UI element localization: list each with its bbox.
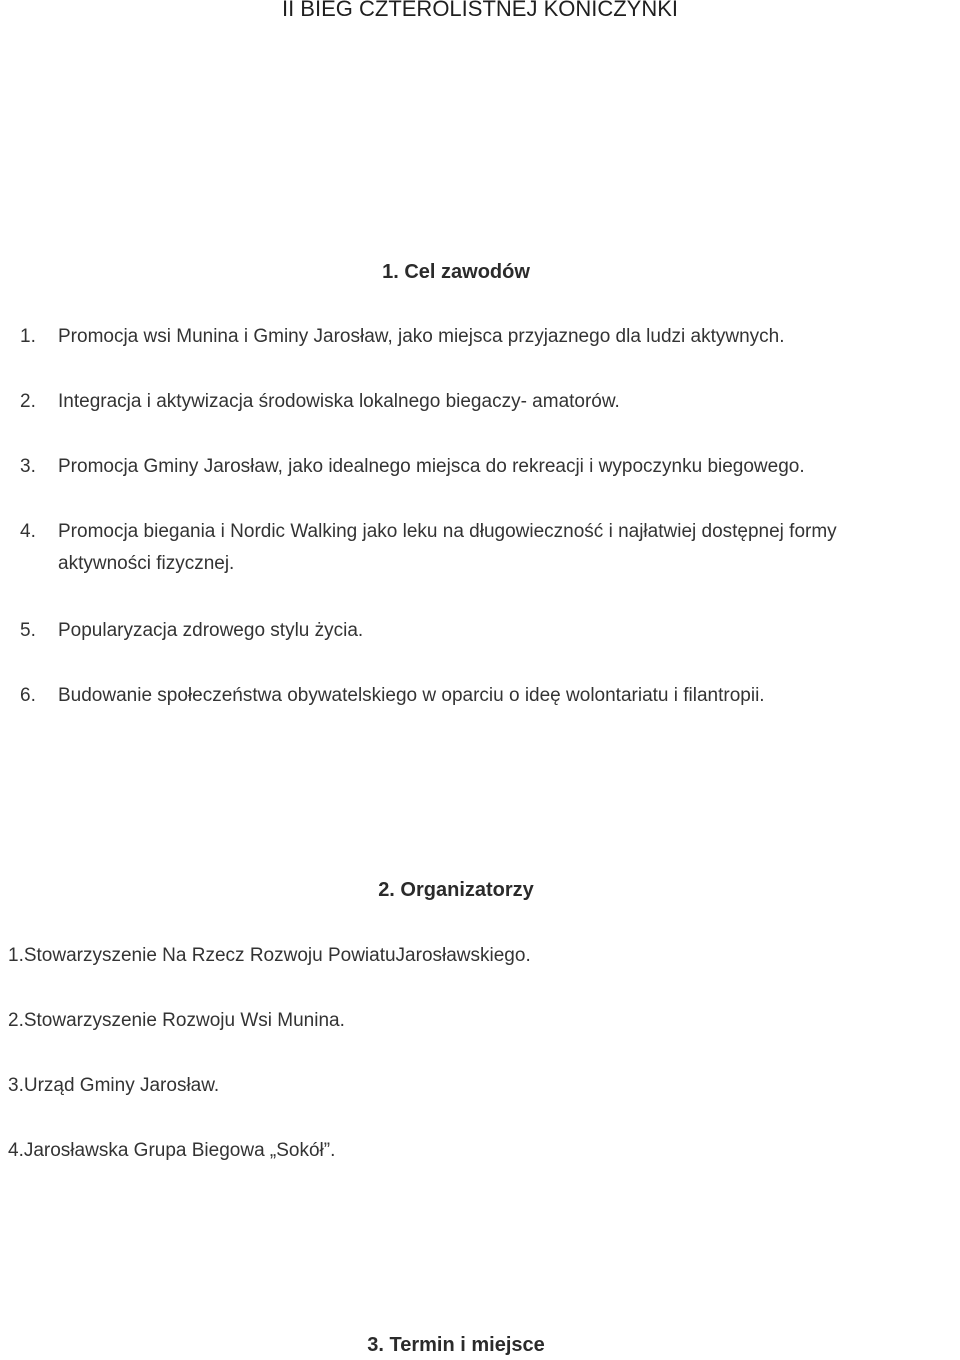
list-item-text: Promocja wsi Munina i Gminy Jarosław, jako miejsca przyjaznego dla ludzi aktywnych. [58, 326, 785, 347]
list-item [20, 386, 960, 418]
section-heading-termin-i-miejsce: 3. Termin i miejsce [367, 1334, 545, 1356]
organizer-item: 1.Stowarzyszenie Na Rzecz Rozwoju PowiatuJarosławskiego. [8, 945, 531, 966]
list-item [20, 321, 960, 353]
list-item-number: 5. [20, 620, 36, 641]
list-item-number: 1. [20, 326, 36, 347]
document-title: II BIEG CZTEROLISTNEJ KONICZYNKI [281, 0, 679, 21]
organizer-item: 4.Jarosławska Grupa Biegowa „Sokół”. [8, 1140, 336, 1161]
list-item-text: Popularyzacja zdrowego stylu życia. [58, 620, 364, 641]
list-item-text: Integracja i aktywizacja środowiska lokalnego biegaczy- amatorów. [58, 391, 620, 412]
organizer-item: 3.Urząd Gminy Jarosław. [8, 1075, 220, 1096]
list-item-continuation: aktywności fizycznej. [58, 553, 235, 574]
list-item [20, 451, 960, 483]
list-item-text: Budowanie społeczeństwa obywatelskiego w oparciu o ideę wolontariatu i filantropii. [58, 685, 765, 706]
list-item-text: Promocja Gminy Jarosław, jako idealnego miejsca do rekreacji i wypoczynku biegowego. [58, 456, 805, 477]
list-item-number: 4. [20, 521, 36, 542]
section-heading-organizatorzy: 2. Organizatorzy [378, 879, 534, 901]
list-item-number: 6. [20, 685, 36, 706]
list-item [20, 615, 960, 647]
organizer-item: 2.Stowarzyszenie Rozwoju Wsi Munina. [8, 1010, 345, 1031]
list-item-number: 3. [20, 456, 36, 477]
list-item-number: 2. [20, 391, 36, 412]
section-heading-cel-zawodow: 1. Cel zawodów [382, 261, 530, 283]
list-item [20, 680, 960, 712]
list-item [20, 516, 960, 580]
list-item-text: Promocja biegania i Nordic Walking jako leku na długowieczność i najłatwiej dostępnej formy [58, 521, 837, 542]
